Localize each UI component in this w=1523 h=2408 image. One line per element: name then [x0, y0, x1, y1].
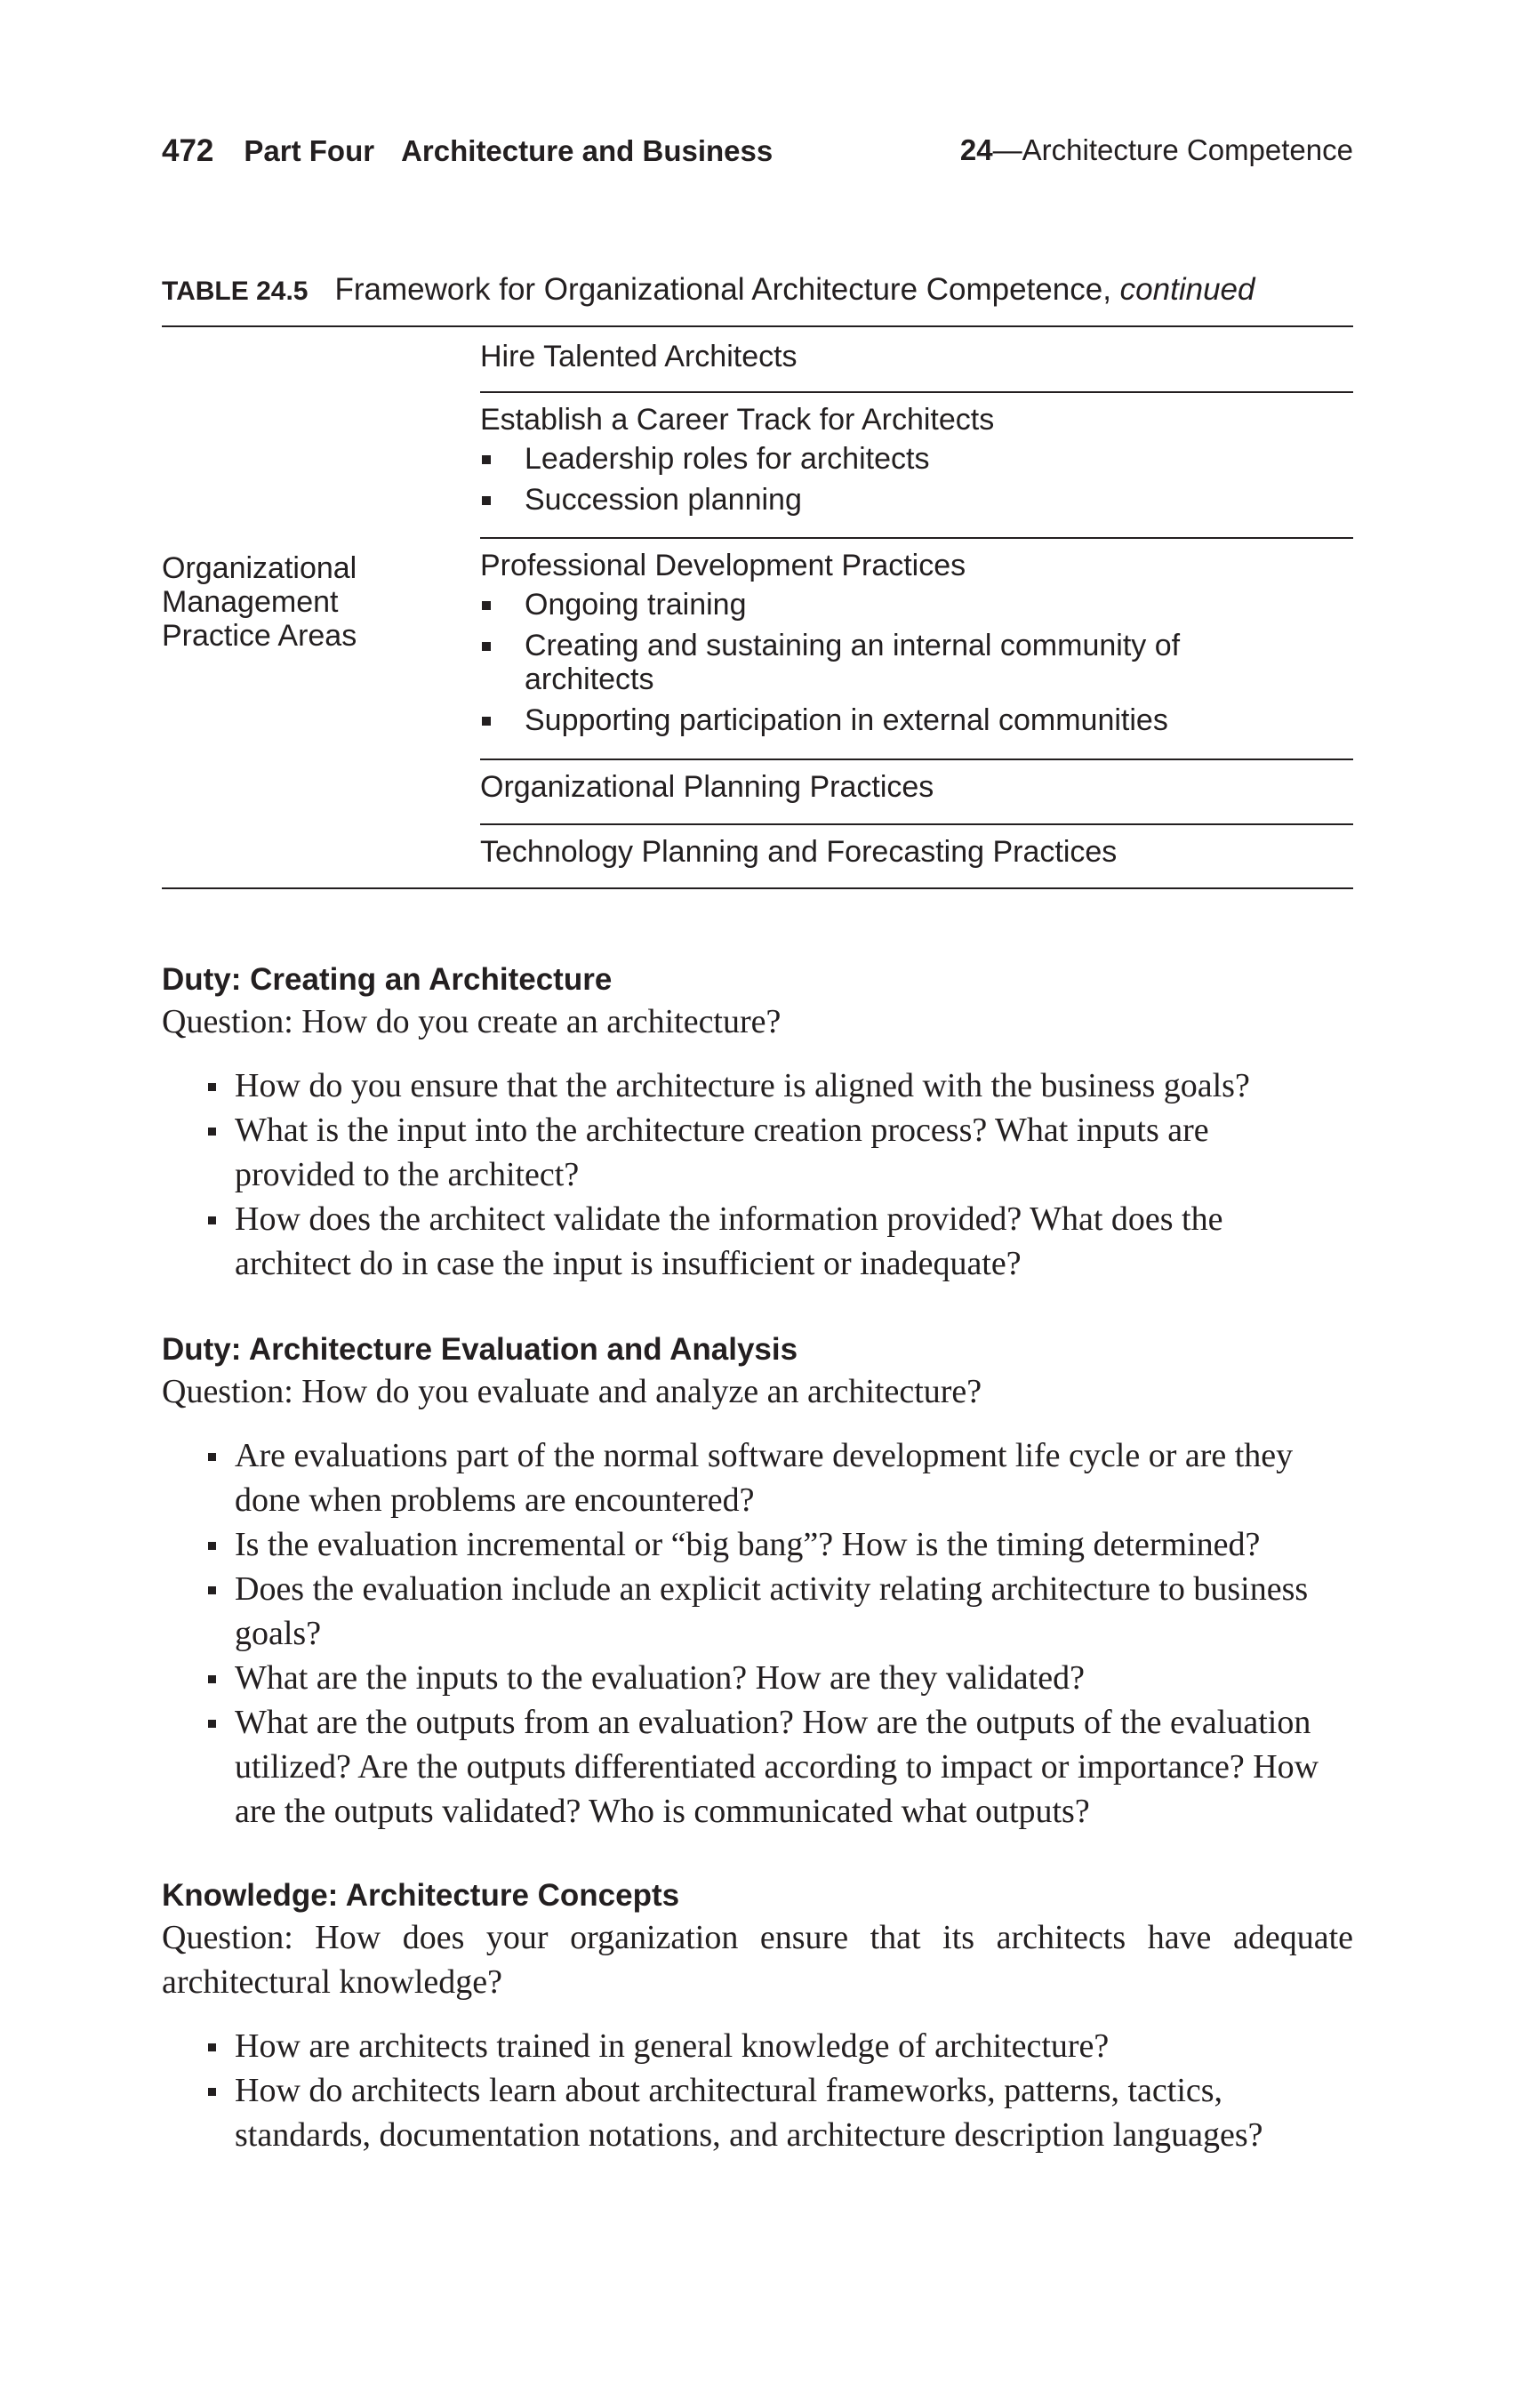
square-bullet-icon	[208, 1083, 216, 1091]
question-bullet-list	[162, 1064, 1353, 1286]
square-bullet-icon	[482, 642, 491, 651]
chapter-title: —Architecture Competence	[992, 133, 1353, 166]
part-label: Part Four	[244, 134, 375, 167]
cell-title: Hire Talented Architects	[480, 340, 798, 373]
table-continued: continued	[1119, 272, 1255, 307]
section-question: Question: How do you create an architecture?	[162, 1003, 782, 1040]
table-cell-technology-planning	[480, 835, 1351, 869]
cell-bullet-list	[480, 442, 1351, 517]
section-question: Question: How does your organization ensure that its architects have adequate architectural knowledge?	[162, 1919, 1353, 2001]
running-header	[162, 133, 1353, 169]
table-cell-professional-development	[480, 549, 1351, 744]
table-caption	[162, 272, 1353, 308]
cell-bullet: Ongoing training	[480, 588, 1351, 622]
section-heading: Duty: Architecture Evaluation and Analysis	[162, 1332, 798, 1367]
section-heading: Knowledge: Architecture Concepts	[162, 1878, 680, 1913]
table-side-label	[162, 551, 455, 653]
running-header-right	[960, 133, 1353, 167]
question-bullet: Does the evaluation include an explicit activity relating architecture to business goals?	[162, 1567, 1353, 1656]
question-bullet: Are evaluations part of the normal software development life cycle or are they done when problems are encountered?	[162, 1433, 1353, 1522]
cell-bullet: Supporting participation in external communities	[480, 703, 1351, 737]
question-bullet: What are the inputs to the evaluation? How are they validated?	[162, 1656, 1353, 1700]
square-bullet-icon	[208, 1586, 216, 1594]
question-bullet: What are the outputs from an evaluation? How are the outputs of the evaluation utilized? Are the outputs differentiated according to impact or importance? How are the outputs validated? Who is communicated what outputs?	[162, 1700, 1353, 1834]
table-cell-career-track	[480, 403, 1351, 524]
cell-title: Organizational Planning Practices	[480, 770, 934, 804]
table-label: TABLE 24.5	[162, 277, 309, 306]
cell-title: Professional Development Practices	[480, 549, 966, 582]
cell-bullet-list	[480, 588, 1351, 737]
table-caption-text: Framework for Organizational Architecture Competence,	[334, 272, 1111, 307]
square-bullet-icon	[482, 455, 491, 464]
table-row-rule	[480, 823, 1353, 825]
page-number: 472	[162, 133, 214, 168]
running-header-left	[162, 133, 773, 169]
question-bullet: How does the architect validate the information provided? What does the architect do in case the input is insufficient or inadequate?	[162, 1197, 1353, 1286]
question-bullet: How are architects trained in general knowledge of architecture?	[162, 2024, 1353, 2068]
table-cell-hire	[480, 340, 1351, 373]
cell-bullet: Succession planning	[480, 483, 1351, 517]
cell-bullet: Creating and sustaining an internal community of architects	[480, 629, 1351, 696]
section-question: Question: How do you evaluate and analyze an architecture?	[162, 1373, 982, 1410]
square-bullet-icon	[208, 1216, 216, 1224]
table-row-rule	[480, 391, 1353, 393]
cell-title: Establish a Career Track for Architects	[480, 403, 995, 437]
table-cell-organizational-planning	[480, 770, 1351, 804]
section-heading: Duty: Creating an Architecture	[162, 962, 613, 997]
part-title: Architecture and Business	[401, 134, 774, 167]
table-top-rule	[162, 325, 1353, 327]
square-bullet-icon	[208, 1542, 216, 1550]
square-bullet-icon	[482, 496, 491, 505]
square-bullet-icon	[208, 1128, 216, 1136]
square-bullet-icon	[208, 1453, 216, 1461]
side-label-line: Management	[162, 585, 339, 619]
square-bullet-icon	[208, 2088, 216, 2096]
cell-title: Technology Planning and Forecasting Practices	[480, 835, 1118, 869]
side-label-line: Organizational	[162, 551, 357, 585]
section-architecture-concepts	[162, 1878, 1353, 2157]
cell-bullet: Leadership roles for architects	[480, 442, 1351, 476]
question-bullet-list	[162, 1433, 1353, 1834]
question-bullet: Is the evaluation incremental or “big bang”? How is the timing determined?	[162, 1522, 1353, 1567]
square-bullet-icon	[208, 1675, 216, 1683]
chapter-number: 24	[959, 133, 993, 166]
question-bullet-list	[162, 2024, 1353, 2157]
section-creating-architecture	[162, 962, 1353, 1286]
question-bullet: What is the input into the architecture creation process? What inputs are provided to the architect?	[162, 1108, 1353, 1197]
table-bottom-rule	[162, 887, 1353, 889]
question-bullet: How do architects learn about architectural frameworks, patterns, tactics, standards, documentation notations, and architecture description languages?	[162, 2068, 1353, 2157]
question-bullet: How do you ensure that the architecture is aligned with the business goals?	[162, 1064, 1353, 1108]
square-bullet-icon	[208, 2043, 216, 2051]
table-row-rule	[480, 537, 1353, 539]
side-label-line: Practice Areas	[162, 619, 357, 653]
table-row-rule	[480, 759, 1353, 760]
square-bullet-icon	[482, 717, 491, 726]
square-bullet-icon	[482, 601, 491, 610]
square-bullet-icon	[208, 1720, 216, 1728]
section-evaluation-analysis	[162, 1332, 1353, 1834]
